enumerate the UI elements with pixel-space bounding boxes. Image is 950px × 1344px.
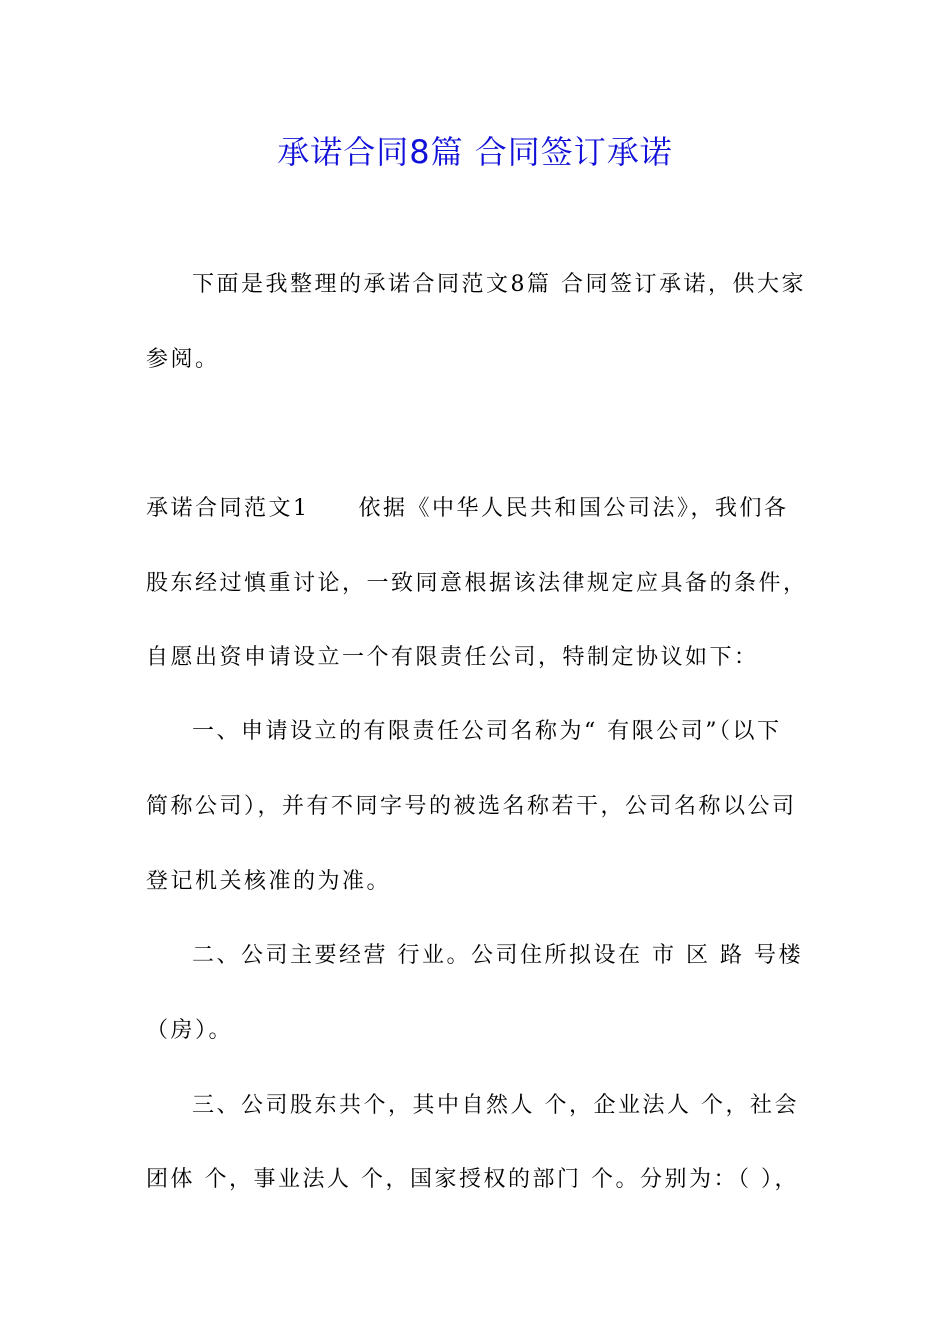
paragraph-line: 三、公司股东共个，其中自然人 个，企业法人 个，社会 bbox=[192, 1093, 799, 1118]
paragraph-line: 登记机关核准的为准。 bbox=[146, 869, 392, 894]
paragraph-line: 下面是我整理的承诺合同范文8篇 合同签订承诺，供大家 bbox=[192, 272, 806, 297]
document-title: 承诺合同8篇 合同签订承诺 bbox=[277, 133, 673, 171]
paragraph-line: （房）。 bbox=[146, 1018, 234, 1043]
paragraph-line: 自愿出资申请设立一个有限责任公司，特制定协议如下： bbox=[146, 645, 759, 670]
paragraph-line: 二、公司主要经营 行业。公司住所拟设在 市 区 路 号楼 bbox=[192, 943, 803, 968]
paragraph-line: 股东经过慎重讨论，一致同意根据该法律规定应具备的条件， bbox=[146, 571, 808, 596]
paragraph-line: 团体 个，事业法人 个，国家授权的部门 个。分别为：（ ）， bbox=[146, 1167, 799, 1192]
paragraph-line: 承诺合同范文1 依据《中华人民共和国公司法》，我们各 bbox=[146, 496, 789, 521]
paragraph-line: 一、申请设立的有限责任公司名称为“ 有限公司”（以下 bbox=[192, 719, 782, 744]
paragraph-line: 参阅。 bbox=[146, 347, 220, 372]
paragraph-line: 简称公司），并有不同字号的被选名称若干，公司名称以公司 bbox=[146, 794, 797, 819]
